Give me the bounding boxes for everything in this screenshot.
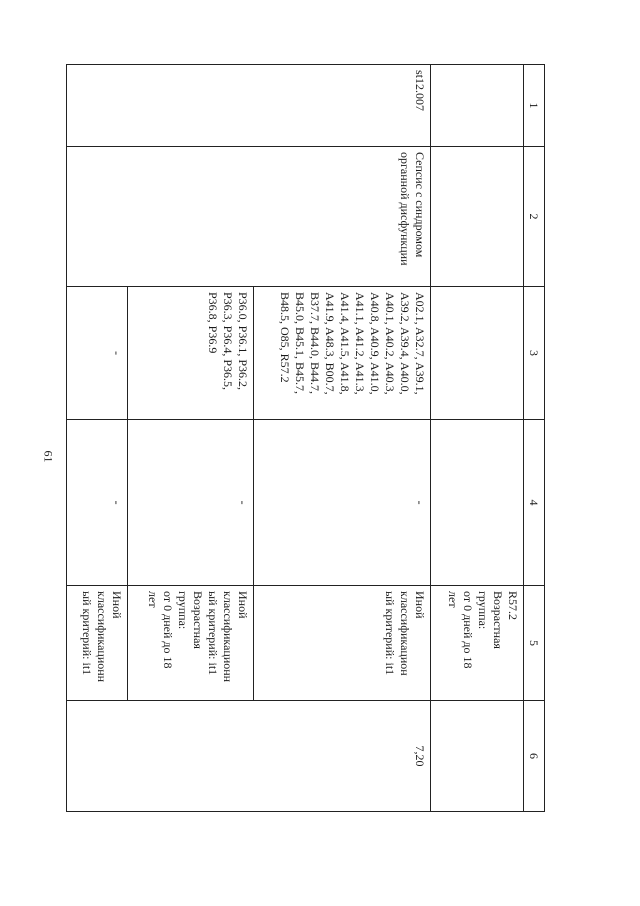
table-row-r572	[430, 65, 523, 812]
cell-criteria	[430, 586, 523, 701]
criteria-line: от 0 дней до 18	[161, 591, 176, 669]
criteria-line: ый критерий: it1	[79, 591, 94, 676]
cell-ksg-name	[67, 147, 431, 287]
tariff-table	[66, 64, 545, 812]
criteria-line: R57.2	[506, 591, 520, 621]
criteria-line: Иной	[109, 591, 124, 619]
tariff-table-frame	[66, 64, 545, 811]
diagnosis-line: A02.1, A32.7, A39.1,	[412, 292, 427, 395]
table-row-st12-007	[254, 65, 431, 812]
diagnosis-line: A40.1, A40.2, A40.3,	[382, 292, 397, 395]
column-number-6: 6	[524, 701, 545, 812]
criteria-line: от 0 дней до 18	[461, 591, 475, 669]
cell-criteria	[127, 586, 253, 701]
cell-diagnoses-dash: -	[67, 287, 128, 420]
diagnosis-line: A40.8, A40.9, A41.0,	[367, 292, 382, 395]
cell-code-empty	[430, 65, 523, 147]
cell-col4-dash: -	[254, 420, 431, 586]
cell-col4-dash: -	[67, 420, 128, 586]
criteria-line: классификационн	[221, 591, 236, 683]
criteria-line: Возрастная	[191, 591, 206, 649]
criteria-line: лет	[146, 591, 161, 608]
diagnosis-line: A41.9, A48.3, B00.7,	[322, 292, 337, 395]
column-number-row	[524, 65, 545, 812]
cell-coefficient: 7,20	[67, 701, 431, 812]
column-number-5: 5	[524, 586, 545, 701]
criteria-line: Иной	[412, 591, 427, 619]
cell-ksg-code: st12.007	[67, 65, 431, 147]
cell-col4-empty	[430, 420, 523, 586]
criteria-line: группа:	[476, 591, 490, 630]
diagnosis-line: B37.7, B44.0, B44.7,	[307, 292, 322, 395]
diagnosis-line: B48.5, O85, R57.2	[277, 292, 292, 383]
diagnosis-line: A41.1, A41.2, A41.3,	[352, 292, 367, 395]
cell-criteria	[67, 586, 128, 701]
column-number-1: 1	[524, 65, 545, 147]
diagnosis-line: B45.0, B45.1, B45.7,	[292, 292, 307, 395]
column-number-3: 3	[524, 287, 545, 420]
cell-coefficient-empty	[430, 701, 523, 812]
criteria-line: Возрастная	[491, 591, 505, 649]
cell-diagnoses	[127, 287, 253, 420]
diagnosis-line: P36.0, P36.1, P36.2,	[236, 292, 251, 391]
criteria-line: лет	[446, 591, 460, 608]
criteria-line: классификационн	[94, 591, 109, 683]
name-line: органной дисфункции	[397, 152, 412, 266]
criteria-line: группа:	[176, 591, 191, 630]
cell-diagnoses	[254, 287, 431, 420]
cell-diagnoses-empty	[430, 287, 523, 420]
cell-col4-dash: -	[127, 420, 253, 586]
column-number-2: 2	[524, 147, 545, 287]
cell-criteria	[254, 586, 431, 701]
cell-name-empty	[430, 147, 523, 287]
criteria-line: ый критерий: it1	[382, 591, 397, 676]
criteria-line: Иной	[236, 591, 251, 619]
criteria-line: ый критерий: it1	[206, 591, 221, 676]
criteria-line: классификацион	[397, 591, 412, 676]
diagnosis-line: P36.3, P36.4, P36.5,	[221, 292, 236, 391]
column-number-4: 4	[524, 420, 545, 586]
diagnosis-line: A39.2, A39.4, A40.0,	[397, 292, 412, 395]
diagnosis-line: A41.4, A41.5, A41.8,	[337, 292, 352, 395]
page-number: 61	[41, 450, 56, 462]
diagnosis-line: P36.8, P36.9	[206, 292, 221, 354]
name-line: Сепсис с синдромом	[412, 152, 427, 258]
rotated-table-container	[66, 64, 545, 811]
